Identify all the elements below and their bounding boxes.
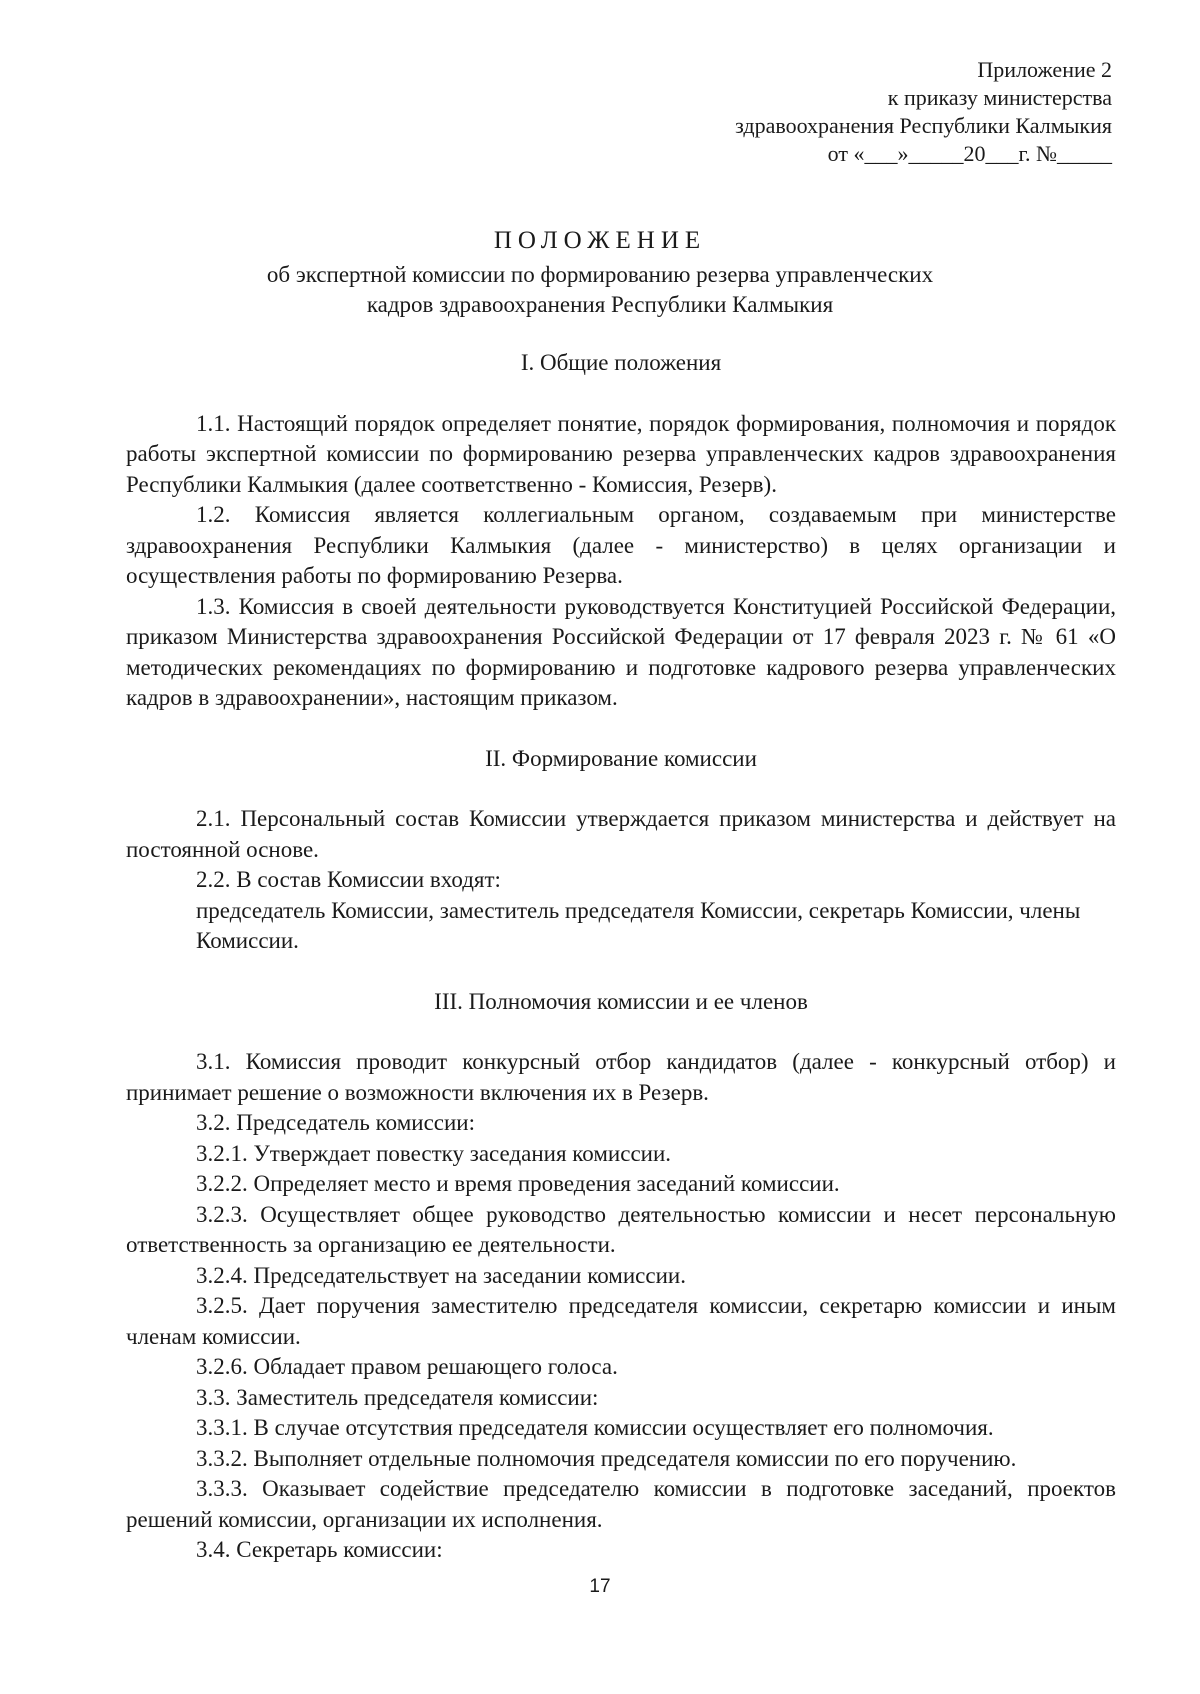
section-heading-1: I. Общие положения (520, 350, 722, 375)
paragraph-1-1: 1.1. Настоящий порядок определяет понятие, порядок формирования, полномочия и порядок работы экспертной комиссии по формированию резерва управленческих кадров здравоохранения Республики Калмыкия (далее соответственно - Комиссия, Резерв). (126, 410, 1116, 497)
paragraph-2-1: 2.1. Персональный состав Комиссии утверждается приказом министерства и действует на постоянной основе. (126, 806, 1116, 862)
document-subtitle-line-2: кадров здравоохранения Республики Калмыкия (366, 292, 834, 317)
paragraph-1-3: 1.3. Комиссия в своей деятельности руководствуется Конституцией Российской Федерации, приказом Министерства здравоохранения Российской Федерации от 17 февраля 2023 г. № 61 «О методических рекомендациях по формированию и подготовке кадрового резерва управленческих кадров в здравоохранении», настоящим приказом. (126, 593, 1116, 710)
appendix-line-2: к приказу министерства (887, 85, 1112, 110)
appendix-line-1: Приложение 2 (977, 57, 1112, 82)
paragraph-3-2-4: 3.2.4. Председательствует на заседании комиссии. (196, 1262, 686, 1288)
paragraph-3-2: 3.2. Председатель комиссии: (196, 1110, 476, 1135)
paragraph-3-2-2: 3.2.2. Определяет место и время проведения заседаний комиссии. (196, 1171, 840, 1196)
appendix-header (735, 56, 1112, 168)
paragraph-3-3-2: 3.3.2. Выполняет отдельные полномочия председателя комиссии по его поручению. (196, 1445, 1017, 1471)
appendix-line-3: здравоохранения Республики Калмыкия (735, 113, 1112, 138)
paragraph-3-2-5: 3.2.5. Дает поручения заместителю председателя комиссии, секретарю комиссии и иным членам комиссии. (126, 1293, 1116, 1349)
page-number: 17 (589, 1576, 611, 1597)
paragraph-3-4: 3.4. Секретарь комиссии: (196, 1537, 443, 1562)
paragraph-1-2: 1.2. Комиссия является коллегиальным органом, создаваемым при министерстве здравоохранения Республики Калмыкия (далее - министерство) в целях организации и осуществления работы по формированию Резерва. (126, 502, 1116, 588)
appendix-line-4: от «___»_____20___г. №_____ (827, 141, 1112, 166)
paragraph-3-3-1: 3.3.1. В случае отсутствия председателя комиссии осуществляет его полномочия. (196, 1415, 994, 1440)
section-heading-2: II. Формирование комиссии (485, 745, 757, 771)
paragraph-3-2-3: 3.2.3. Осуществляет общее руководство деятельностью комиссии и несет персональную ответственность за организацию ее деятельности. (126, 1201, 1116, 1257)
paragraph-3-3-3: 3.3.3. Оказывает содействие председателю комиссии в подготовке заседаний, проектов решений комиссии, организации их исполнения. (126, 1476, 1116, 1532)
paragraph-2-2: 2.2. В состав Комиссии входят: (196, 867, 501, 892)
document-subtitle-line-1: об экспертной комиссии по формированию резерва управленческих (266, 262, 934, 287)
paragraph-3-1: 3.1. Комиссия проводит конкурсный отбор кандидатов (далее - конкурсный отбор) и принимает решение о возможности включения их в Резерв. (126, 1049, 1116, 1105)
paragraph-3-2-6: 3.2.6. Обладает правом решающего голоса. (196, 1354, 618, 1379)
paragraph-2-2-list: председатель Комиссии, заместитель председателя Комиссии, секретарь Комиссии, члены Комиссии. (196, 897, 1081, 953)
document-body (126, 348, 1116, 1566)
document-title-block (0, 226, 1200, 320)
paragraph-3-3: 3.3. Заместитель председателя комиссии: (196, 1384, 599, 1410)
section-heading-3: III. Полномочия комиссии и ее членов (434, 988, 808, 1014)
document-title: ПОЛОЖЕНИЕ (493, 227, 707, 254)
paragraph-3-2-1: 3.2.1. Утверждает повестку заседания комиссии. (196, 1140, 672, 1166)
